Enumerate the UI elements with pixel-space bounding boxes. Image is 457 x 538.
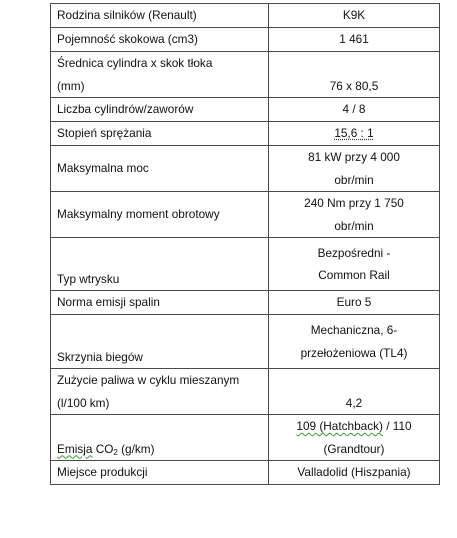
row-label <box>51 52 269 98</box>
emission-hatchback-value: 109 (Hatchback) <box>296 419 383 433</box>
row-label: Skrzynia biegów <box>51 315 269 369</box>
row-label: Liczba cylindrów/zaworów <box>51 98 269 122</box>
emission-label-subscript: 2 <box>113 447 118 457</box>
row-value-line: obr/min <box>334 172 374 187</box>
row-label-line: Średnica cylindra x skok tłoka <box>57 56 213 70</box>
table-row <box>51 461 440 485</box>
row-label-line: (mm) <box>57 78 85 93</box>
row-value-line: przełożeniowa (TL4) <box>300 345 408 360</box>
row-value: 4,2 <box>269 369 440 415</box>
row-value: 76 x 80,5 <box>269 52 440 98</box>
row-label: Norma emisji spalin <box>51 291 269 315</box>
row-value: Valladolid (Hiszpania) <box>269 461 440 485</box>
row-label <box>51 369 269 415</box>
row-value <box>269 315 440 369</box>
row-label: Typ wtrysku <box>51 238 269 291</box>
row-value-line: Bezpośredni - <box>317 245 391 260</box>
row-label-line: (l/100 km) <box>57 395 110 410</box>
table-row <box>51 315 440 369</box>
row-value <box>269 146 440 192</box>
row-value <box>269 122 440 146</box>
table-row <box>51 415 440 461</box>
row-value <box>269 415 440 461</box>
engine-spec-table <box>50 3 440 485</box>
row-label: Pojemność skokowa (cm3) <box>51 28 269 52</box>
table-row <box>51 192 440 238</box>
table-row <box>51 122 440 146</box>
emission-grandtour-value: / 110 <box>382 419 412 433</box>
row-value-line: 240 Nm przy 1 750 <box>304 196 404 210</box>
row-value-line: obr/min <box>334 218 374 233</box>
table-row <box>51 52 440 98</box>
table-row <box>51 4 440 28</box>
table-row <box>51 28 440 52</box>
table-row <box>51 238 440 291</box>
row-value-line: Common Rail <box>318 268 390 282</box>
table-row <box>51 98 440 122</box>
emission-label-co: CO <box>95 441 114 456</box>
table-row <box>51 146 440 192</box>
table-row <box>51 369 440 415</box>
row-value-line: 81 kW przy 4 000 <box>308 150 400 164</box>
row-value: Euro 5 <box>269 291 440 315</box>
row-value <box>269 192 440 238</box>
row-value-line: Mechaniczna, 6- <box>310 323 398 337</box>
emission-label-word: Emisja <box>57 441 93 456</box>
row-label-line: Zużycie paliwa w cyklu mieszanym <box>57 373 240 387</box>
row-value: 4 / 8 <box>269 98 440 122</box>
row-label: Rodzina silników (Renault) <box>51 4 269 28</box>
row-value-line: (Grandtour) <box>323 441 385 456</box>
row-value: 1 461 <box>269 28 440 52</box>
row-label: Miejsce produkcji <box>51 461 269 485</box>
compression-ratio: 15,6 : 1 <box>334 126 374 141</box>
emission-label-unit: (g/km) <box>121 441 155 456</box>
row-value: K9K <box>269 4 440 28</box>
table-row <box>51 291 440 315</box>
row-label: Maksymalny moment obrotowy <box>51 192 269 238</box>
row-value <box>269 238 440 291</box>
row-label <box>51 415 269 461</box>
row-value-line <box>275 415 433 438</box>
row-label: Maksymalna moc <box>51 146 269 192</box>
row-label: Stopień sprężania <box>51 122 269 146</box>
